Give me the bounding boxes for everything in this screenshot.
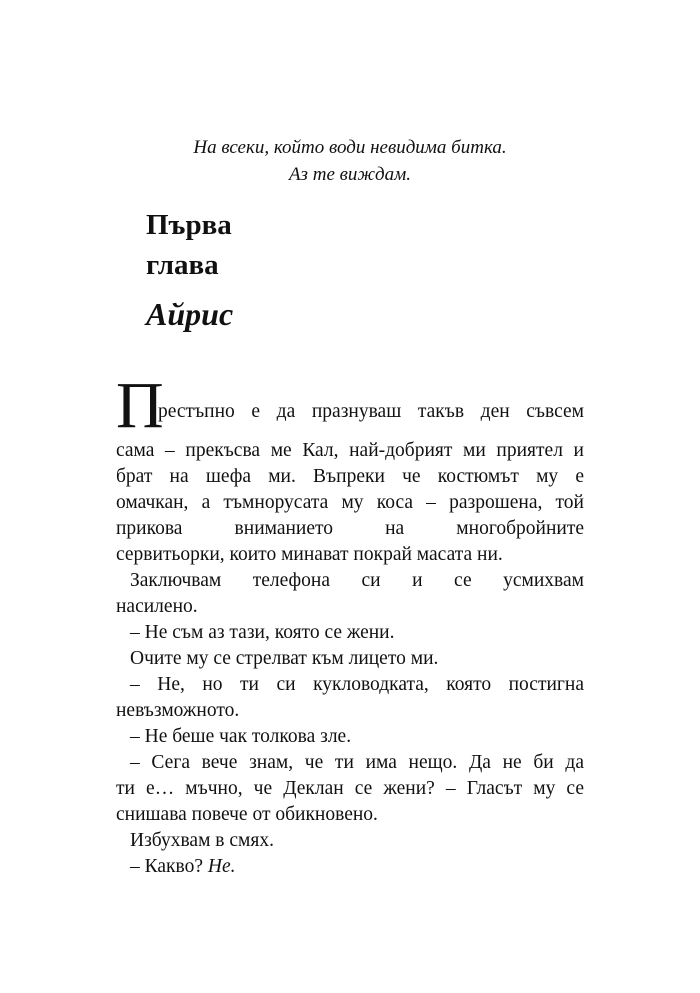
paragraph-1-line-6: сервитьорки, които минават покрай масата ни. (116, 544, 503, 565)
paragraph-9 (116, 854, 584, 880)
chapter-title-word-2: глава (146, 249, 219, 281)
pov-character-name: Айрис (146, 296, 234, 332)
paragraph-7-line-3: снишава повече от обикновено. (116, 804, 378, 825)
paragraph-1-line-5: прикова вниманието на многобройните (116, 518, 584, 539)
paragraph-5-line-1: – Не, но ти си кукловодката, която постигна (130, 674, 584, 695)
paragraph-2-line-1: Заключвам телефона си и се усмихвам (130, 570, 584, 591)
paragraph-7-line-1: – Сега вече знам, че ти има нещо. Да не би да (130, 752, 584, 773)
paragraph-1-line-4: омачкан, а тъмнорусата му коса – разрошена, той (116, 492, 584, 513)
paragraph-5-line-2: невъзможното. (116, 700, 240, 721)
dedication-line-2: Аз те виждам. (288, 164, 412, 185)
paragraph-2-line-2: насилено. (116, 596, 198, 617)
paragraph-7-line-2: ти е… мъчно, че Деклан се жени? – Гласът му се (116, 778, 584, 799)
paragraph-1-line-3: брат на шефа ми. Въпреки че костюмът му е (116, 466, 584, 487)
paragraph-1-line-2: сама – прекъсва ме Кал, най-добрият ми приятел и (116, 440, 584, 461)
paragraph-8: Избухвам в смях. (130, 830, 274, 851)
chapter-title-word-1: Първа (146, 209, 232, 241)
paragraph-9-start: – Какво? (130, 856, 208, 877)
paragraph-1-line-1: рестъпно е да празнуваш такъв ден съвсем (158, 401, 584, 422)
paragraph-3: – Не съм аз тази, която се жени. (130, 622, 395, 643)
dedication-line-1: На всеки, който води невидима битка. (193, 137, 507, 158)
paragraph-6: – Не беше чак толкова зле. (130, 726, 352, 747)
paragraph-9-italic: Не. (207, 856, 236, 877)
drop-cap: П (116, 369, 164, 442)
paragraph-4: Очите му се стрелват към лицето ми. (130, 648, 439, 669)
